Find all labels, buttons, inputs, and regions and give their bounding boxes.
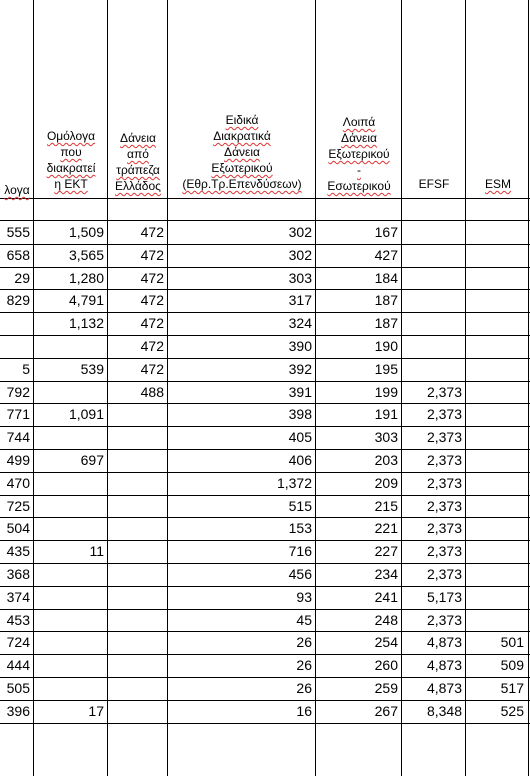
table-cell[interactable]: 4,791 (68, 292, 104, 309)
table-cell[interactable]: 472 (140, 246, 164, 263)
table-cell[interactable]: 724 (6, 634, 30, 651)
column-header-c1-line: Ομόλογα (46, 129, 96, 143)
table-cell[interactable]: 254 (374, 634, 398, 651)
table-cell[interactable]: 2,373 (426, 543, 462, 560)
column-header-c3-line: Ειδικά (225, 113, 259, 127)
table-cell[interactable]: 398 (288, 406, 312, 423)
table-cell[interactable]: 470 (6, 474, 30, 491)
column-header-c2-line: τράπεζα (116, 163, 160, 177)
table-cell[interactable]: 29 (14, 269, 30, 286)
table-cell[interactable]: 396 (6, 702, 30, 719)
table-cell[interactable]: 260 (374, 657, 398, 674)
table-cell[interactable]: 472 (140, 315, 164, 332)
column-header-c2-line: Δάνεια (120, 131, 156, 145)
table-cell[interactable]: 16 (296, 702, 312, 719)
table-cell[interactable]: 187 (374, 315, 398, 332)
table-cell[interactable]: 259 (374, 680, 398, 696)
table-cell[interactable]: 392 (288, 360, 312, 377)
column-header-c3-line: Εξωτερικού (211, 161, 273, 175)
table-cell[interactable]: 2,373 (426, 429, 462, 446)
table-cell[interactable]: 302 (288, 224, 312, 240)
column-header-c1-line: που (60, 145, 82, 159)
column-header-c2-line: από (127, 147, 149, 161)
table-cell[interactable]: 221 (374, 520, 398, 537)
table-cell[interactable]: 515 (288, 497, 312, 514)
table-cell[interactable]: 191 (374, 406, 398, 423)
table-cell[interactable]: 2,373 (426, 452, 462, 468)
column-header-c4-line: Λοιπά (342, 115, 376, 129)
table-cell[interactable]: 26 (296, 680, 312, 696)
table-cell[interactable]: 4,873 (426, 657, 462, 674)
table-cell[interactable]: 3,565 (68, 246, 104, 263)
table-cell[interactable]: 199 (374, 383, 398, 400)
table-cell[interactable]: 472 (140, 269, 164, 286)
table-cell[interactable]: 234 (374, 566, 398, 582)
table-cell[interactable]: 209 (374, 474, 398, 491)
column-header-c4-line: Δάνεια (341, 131, 377, 145)
table-cell[interactable]: 504 (6, 520, 30, 537)
table-cell[interactable]: 195 (374, 360, 398, 377)
table-cell[interactable]: 539 (80, 360, 104, 377)
table-cell[interactable]: 248 (374, 611, 398, 628)
column-gridline (33, 0, 34, 776)
table-cell[interactable]: 472 (140, 360, 164, 377)
table-cell[interactable]: 374 (6, 588, 30, 605)
table-cell[interactable]: 2,373 (426, 474, 462, 491)
column-header-c4-line: Εσωτερικού (327, 179, 391, 193)
table-cell[interactable]: 26 (296, 657, 312, 674)
table-cell[interactable]: 2,373 (426, 566, 462, 582)
table-cell[interactable]: 17 (88, 702, 104, 719)
column-header-c1-line: διακρατεί (46, 161, 96, 175)
table-cell[interactable]: 215 (374, 497, 398, 514)
table-cell[interactable]: 2,373 (426, 611, 462, 628)
table-cell[interactable]: 2,373 (426, 497, 462, 514)
row-gridline (0, 198, 530, 199)
column-header-c3-line: (Εθρ.Τρ.Επενδύσεων) (182, 177, 302, 191)
table-cell[interactable]: 1,509 (68, 224, 104, 240)
table-cell[interactable]: 227 (374, 543, 398, 560)
column-header-c3-line: Διακρατικά (213, 129, 271, 143)
table-cell[interactable]: 1,091 (68, 406, 104, 423)
table-cell[interactable]: 472 (140, 292, 164, 309)
table-cell[interactable]: 499 (6, 452, 30, 468)
table-cell[interactable]: 1,372 (276, 474, 312, 491)
table-cell[interactable]: 267 (374, 702, 398, 719)
table-cell[interactable]: 488 (140, 383, 164, 400)
table-cell[interactable]: 505 (6, 680, 30, 696)
table-cell[interactable]: 725 (6, 497, 30, 514)
table-cell[interactable]: 4,873 (426, 634, 462, 651)
table-cell[interactable]: 184 (374, 269, 398, 286)
table-cell[interactable]: 302 (288, 246, 312, 263)
table-cell[interactable]: 368 (6, 566, 30, 582)
table-cell[interactable]: 435 (6, 543, 30, 560)
column-header-c0-line: λογα (4, 183, 30, 197)
table-cell[interactable]: 4,873 (426, 680, 462, 696)
table-cell[interactable]: 390 (288, 338, 312, 354)
table-cell[interactable]: 93 (296, 588, 312, 605)
table-cell[interactable]: 517 (500, 680, 524, 696)
table-cell[interactable]: 771 (6, 406, 30, 423)
table-cell[interactable]: 45 (296, 611, 312, 628)
table-cell[interactable]: 8,348 (426, 702, 462, 719)
column-header-c2-line: Ελλάδος (115, 179, 161, 193)
table-cell[interactable]: 2,373 (426, 406, 462, 423)
table-cell[interactable]: 444 (6, 657, 30, 674)
table-cell[interactable]: 324 (288, 315, 312, 332)
column-header-c1-line: η ΕΚΤ (54, 177, 88, 191)
table-cell[interactable]: 427 (374, 246, 398, 263)
table-cell[interactable]: 391 (288, 383, 312, 400)
table-cell[interactable]: 303 (288, 269, 312, 286)
table-cell[interactable]: 472 (140, 338, 164, 354)
table-cell[interactable]: 303 (374, 429, 398, 446)
table-cell[interactable]: 453 (6, 611, 30, 628)
table-cell[interactable]: 167 (374, 224, 398, 240)
table-cell[interactable]: 2,373 (426, 520, 462, 537)
table-cell[interactable]: 1,280 (68, 269, 104, 286)
column-header-c4-line: - (357, 163, 361, 177)
column-header-c5-line: EFSF (418, 177, 450, 191)
column-gridline (528, 0, 529, 776)
table-cell[interactable]: 5,173 (426, 588, 462, 605)
row-gridline (0, 723, 530, 724)
column-header-c4-line: Εξωτερικού (328, 147, 390, 161)
table-cell[interactable]: 1,132 (68, 315, 104, 332)
column-header-c3-line: Δάνεια (224, 145, 260, 159)
table-cell[interactable]: 716 (288, 543, 312, 560)
table-cell[interactable]: 11 (89, 543, 104, 560)
table-cell[interactable]: 203 (374, 452, 398, 468)
table-cell[interactable]: 555 (6, 224, 30, 240)
column-header-c6-line: ESM (484, 177, 511, 191)
table-cell[interactable]: 792 (6, 383, 30, 400)
table-cell[interactable]: 744 (6, 429, 30, 446)
table-cell[interactable]: 525 (500, 702, 524, 719)
table-cell[interactable]: 509 (500, 657, 524, 674)
table-cell[interactable]: 187 (374, 292, 398, 309)
table-cell[interactable]: 501 (500, 634, 524, 651)
table-cell[interactable]: 405 (288, 429, 312, 446)
table-cell[interactable]: 658 (6, 246, 30, 263)
table-cell[interactable]: 317 (288, 292, 312, 309)
table-cell[interactable]: 241 (374, 588, 398, 605)
table-cell[interactable]: 2,373 (426, 383, 462, 400)
table-cell[interactable]: 153 (288, 520, 312, 537)
table-cell[interactable]: 829 (6, 292, 30, 309)
table-cell[interactable]: 472 (140, 224, 164, 240)
table-cell[interactable]: 5 (22, 360, 30, 377)
table-cell[interactable]: 406 (288, 452, 312, 468)
table-cell[interactable]: 456 (288, 566, 312, 582)
table-cell[interactable]: 697 (80, 452, 104, 468)
table-cell[interactable]: 26 (296, 634, 312, 651)
table-cell[interactable]: 190 (374, 338, 398, 354)
